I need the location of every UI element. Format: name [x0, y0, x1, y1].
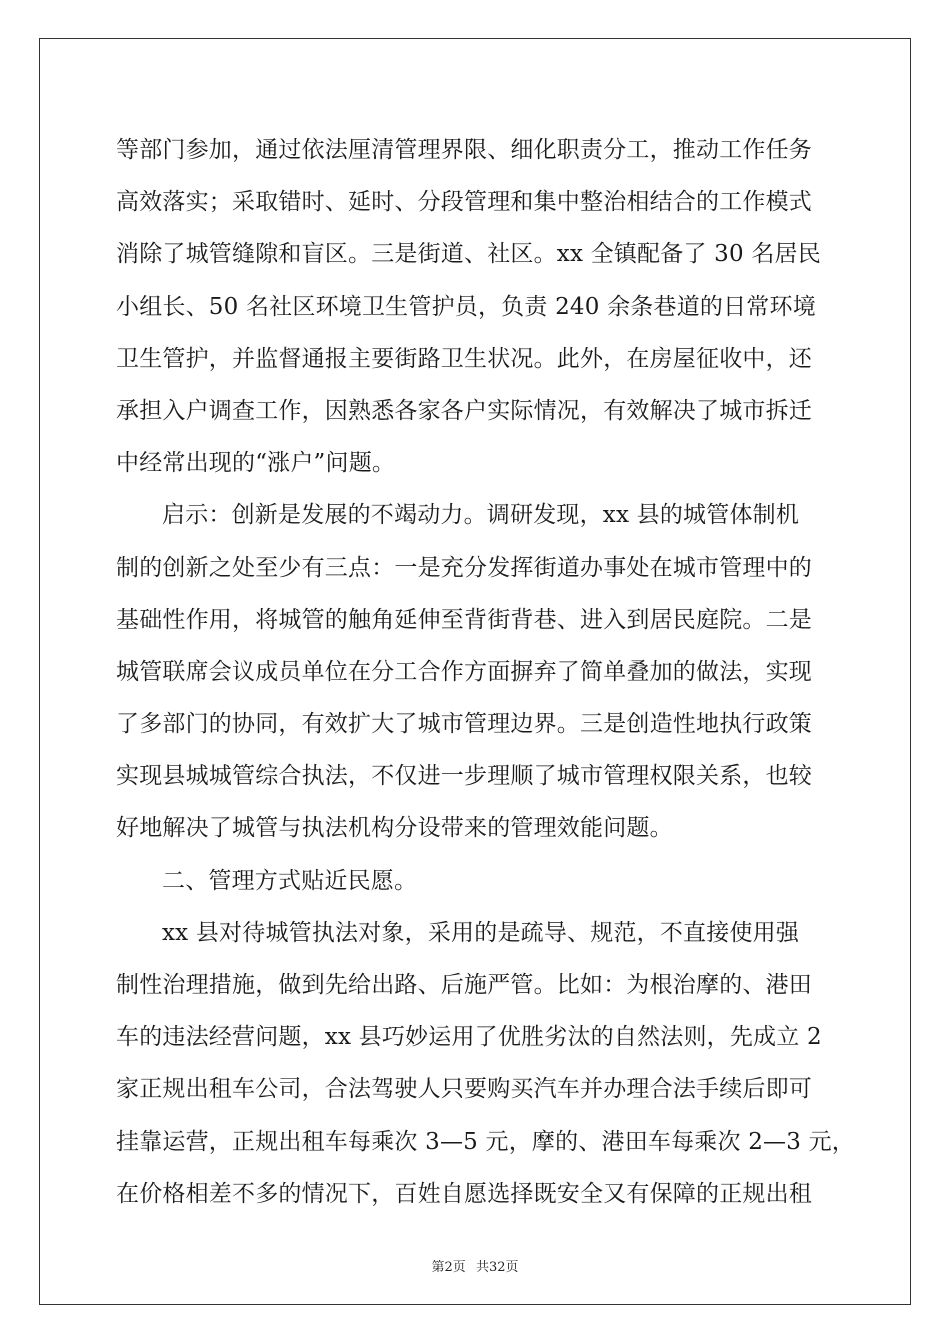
- text-line: 了多部门的协同，有效扩大了城市管理边界。三是创造性地执行政策: [116, 711, 812, 738]
- text-line: 等部门参加，通过依法厘清管理界限、细化职责分工，推动工作任务: [116, 137, 812, 163]
- text-line: 车的违法经营问题，xx 县巧妙运用了优胜劣汰的自然法则，先成立 2: [116, 1024, 822, 1051]
- text-line: 好地解决了城管与执法机构分设带来的管理效能问题。: [116, 815, 673, 842]
- text-line: 消除了城管缝隙和盲区。三是街道、社区。xx 全镇配备了 30 名居民: [116, 241, 821, 268]
- text-line: 卫生管护，并监督通报主要街路卫生状况。此外，在房屋征收中，还: [116, 345, 812, 372]
- text-line: 二、管理方式贴近民愿。: [162, 867, 418, 894]
- page-footer: [0, 1256, 950, 1275]
- text-line: 高效落实；采取错时、延时、分段管理和集中整治相结合的工作模式: [116, 189, 812, 216]
- text-line: 城管联席会议成员单位在分工合作方面摒弃了简单叠加的做法，实现: [116, 658, 812, 685]
- text-line: 在价格相差不多的情况下，百姓自愿选择既安全又有保障的正规出租: [116, 1180, 812, 1207]
- text-line: 制性治理措施，做到先给出路、后施严管。比如：为根治摩的、港田: [116, 972, 812, 998]
- text-line: 启示：创新是发展的不竭动力。调研发现，xx 县的城管体制机: [162, 502, 800, 529]
- text-line: 承担入户调查工作，因熟悉各家各户实际情况，有效解决了城市拆迁: [116, 397, 812, 424]
- text-line: 制的创新之处至少有三点：一是充分发挥街道办事处在城市管理中的: [116, 554, 812, 581]
- text-line: 家正规出租车公司，合法驾驶人只要购买汽车并办理合法手续后即可: [116, 1076, 812, 1103]
- page-number: 第2页: [431, 1260, 466, 1275]
- text-line: 中经常出现的“涨户”问题。: [116, 450, 396, 477]
- text-line: 实现县城城管综合执法，不仅进一步理顺了城市管理权限关系，也较: [116, 763, 812, 790]
- text-line: 挂靠运营，正规出租车每乘次 3—5 元，摩的、港田车每乘次 2—3 元，: [116, 1128, 855, 1155]
- document-body: [116, 124, 855, 1220]
- text-line: xx 县对待城管执法对象，采用的是疏导、规范，不直接使用强: [162, 919, 800, 946]
- text-line: 基础性作用，将城管的触角延伸至背街背巷、进入到居民庭院。二是: [116, 606, 812, 633]
- page-total: 共32页: [475, 1260, 519, 1275]
- text-line: 小组长、50 名社区环境卫生管护员，负责 240 余条巷道的日常环境: [116, 293, 816, 320]
